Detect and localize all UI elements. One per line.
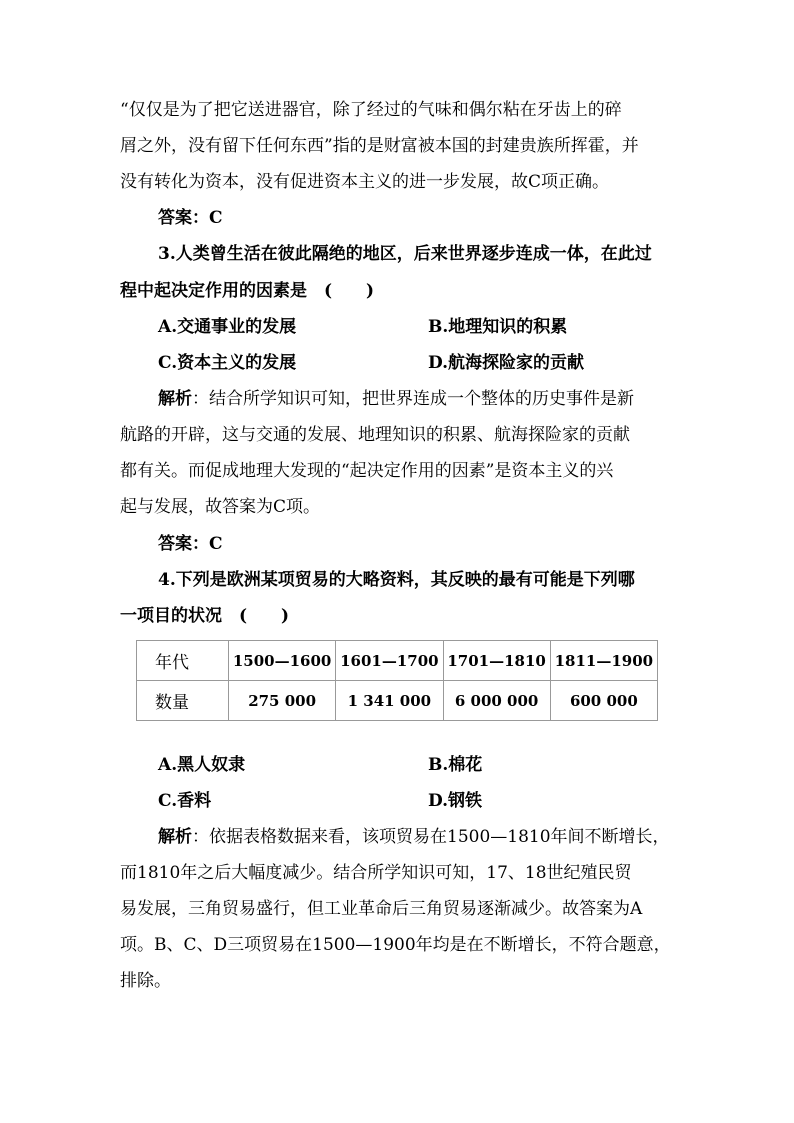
q4-analysis-line-2: 而1810年之后大幅度减少。结合所学知识可知，17、18世纪殖民贸 [120,863,632,883]
q3-analysis-text-1: ：结合所学知识可知，把世界连成一个整体的历史事件是新 [192,389,634,409]
q3-analysis-line-3: 都有关。而促成地理大发现的“起决定作用的因素”是资本主义的兴 [120,461,614,481]
q4-option-c: C.香料 [158,791,212,811]
q3-option-d: D.航海探险家的贡献 [428,353,585,373]
q3-analysis-line-4: 起与发展，故答案为C项。 [120,497,321,517]
q4-analysis-line-1 [158,826,680,848]
table-cell-quantity: 275 000 [229,681,336,721]
table-row [137,681,658,721]
q3-analysis-line-1 [158,388,680,410]
q3-stem-line-1: 3.人类曾生活在彼此隔绝的地区，后来世界逐步连成一体，在此过 [158,244,652,264]
q4-analysis-text-1: ：依据表格数据来看，该项贸易在1500—1810年间不断增长， [192,827,670,847]
table-cell-quantity: 6 000 000 [443,681,550,721]
table-cell-quantity: 600 000 [550,681,657,721]
q4-analysis-line-3: 易发展，三角贸易盛行，但工业革命后三角贸易逐渐减少。故答案为A [120,899,643,919]
q3-option-c: C.资本主义的发展 [158,353,297,373]
answer-q3: 答案：C [158,534,223,554]
q3-option-b: B.地理知识的积累 [428,317,568,337]
q3-analysis-label: 解析 [158,389,192,409]
q4-analysis-line-4: 项。B、C、D三项贸易在1500—1900年均是在不断增长，不符合题意， [120,935,671,955]
intro-line-1: “仅仅是为了把它送进器官，除了经过的气味和偶尔粘在牙齿上的碎 [120,100,622,120]
table-cell-period: 1601—1700 [336,641,443,681]
table-cell-period: 1500—1600 [229,641,336,681]
q4-option-b: B.棉花 [428,755,483,775]
intro-line-2: 屑之外，没有留下任何东西”指的是财富被本国的封建贵族所挥霍，并 [120,136,639,156]
q4-option-d: D.钢铁 [428,791,483,811]
q4-stem-line-1: 4.下列是欧洲某项贸易的大略资料，其反映的最有可能是下列哪 [158,570,635,590]
table-cell-quantity-label: 数量 [137,681,229,721]
table-cell-era-label: 年代 [137,641,229,681]
q4-analysis-label: 解析 [158,827,192,847]
q4-option-a: A.黑人奴隶 [158,755,246,775]
table-cell-period: 1701—1810 [443,641,550,681]
q3-analysis-line-2: 航路的开辟，这与交通的发展、地理知识的积累、航海探险家的贡献 [120,425,630,445]
q3-stem-line-2: 程中起决定作用的因素是 ( ) [120,281,375,301]
q4-stem-line-2: 一项目的状况 ( ) [120,606,290,626]
intro-line-3: 没有转化为资本，没有促进资本主义的进一步发展，故C项正确。 [120,172,610,192]
trade-data-table [136,640,658,721]
table-cell-period: 1811—1900 [550,641,657,681]
q3-option-a: A.交通事业的发展 [158,317,297,337]
q4-analysis-line-5: 排除。 [120,971,171,991]
table-cell-quantity: 1 341 000 [336,681,443,721]
answer-q2: 答案：C [158,208,223,228]
table-header-row [137,641,658,681]
